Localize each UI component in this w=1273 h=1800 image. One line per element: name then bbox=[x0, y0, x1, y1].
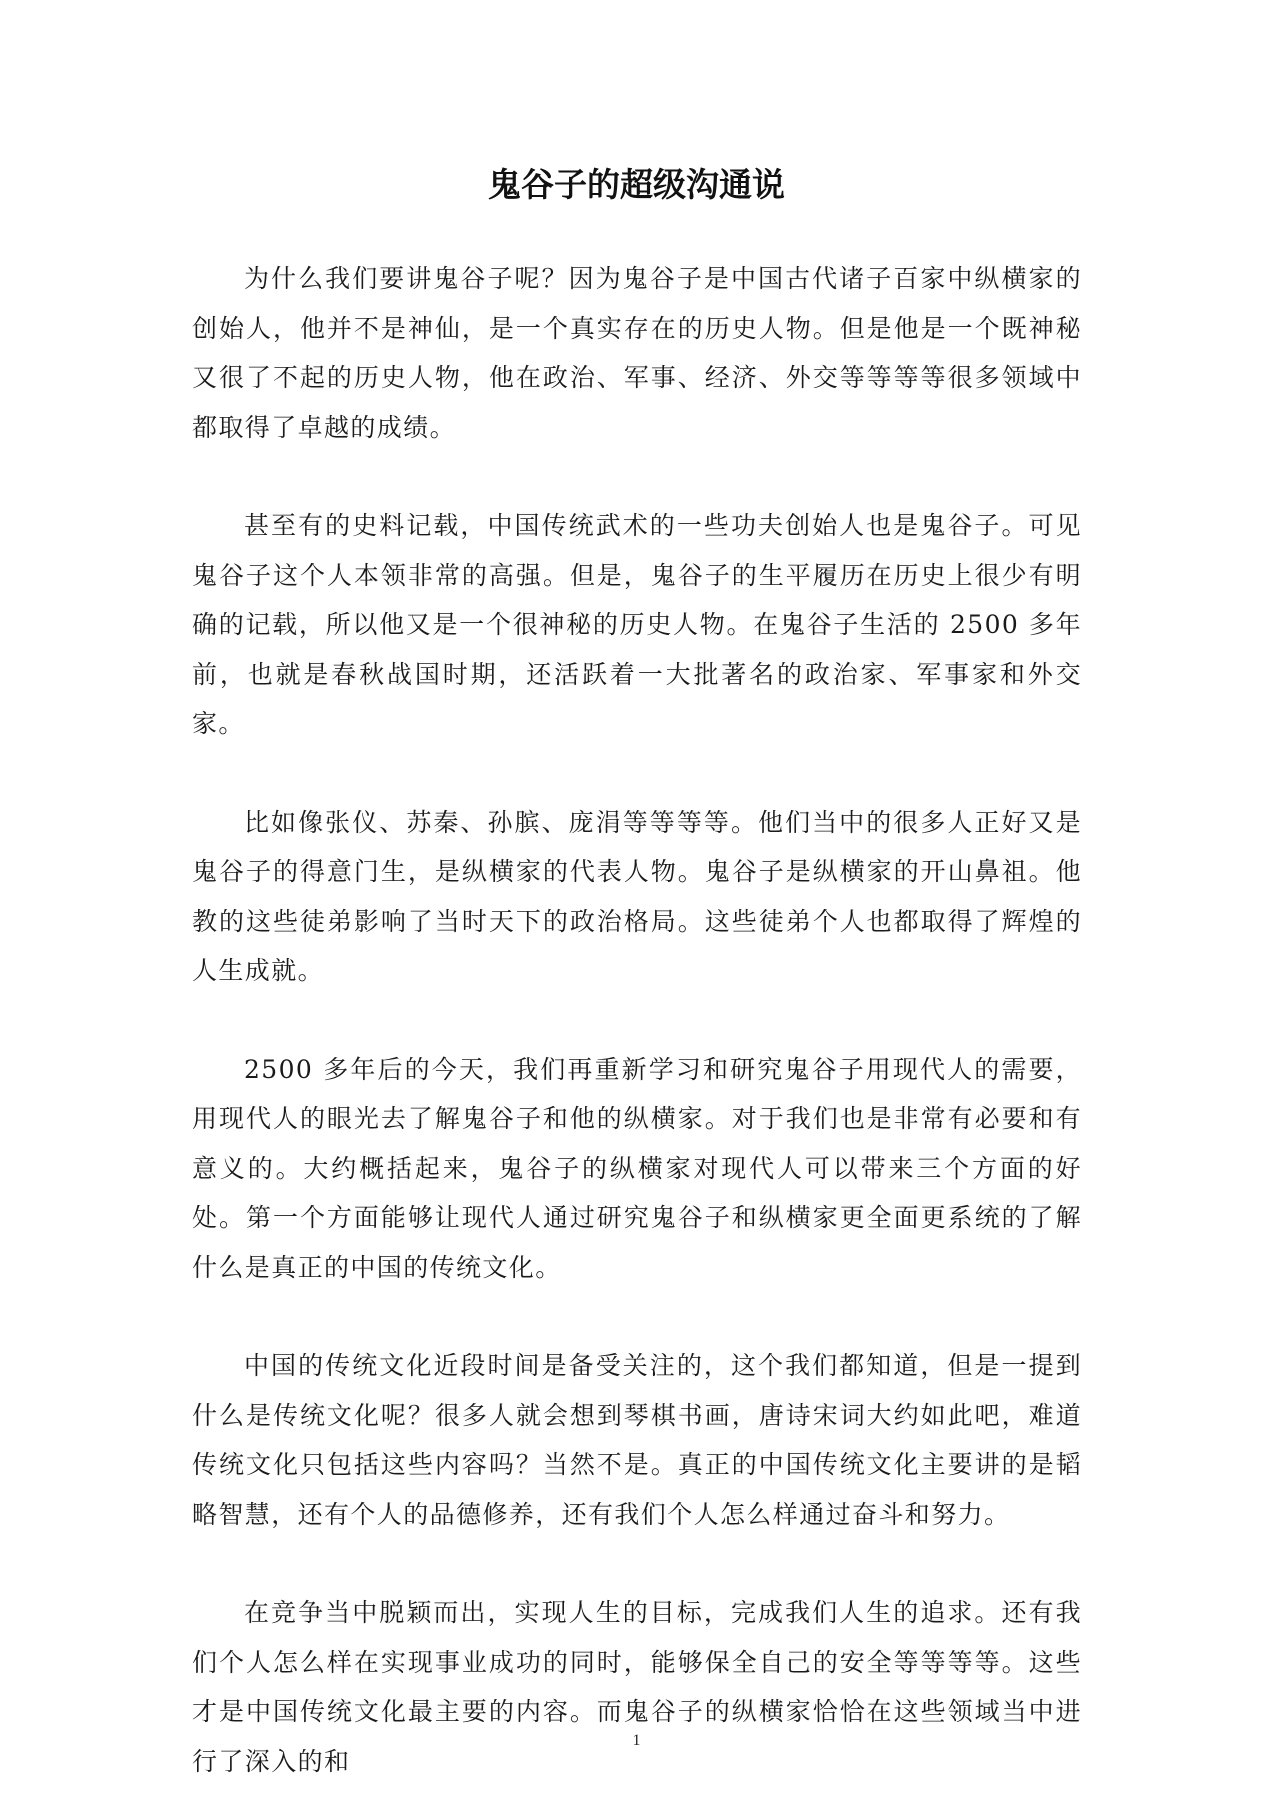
paragraph-1: 为什么我们要讲鬼谷子呢？因为鬼谷子是中国古代诸子百家中纵横家的创始人，他并不是神仙，是一个真实存在的历史人物。但是他是一个既神秘又很了不起的历史人物，他在政治、军事、经济、外交等等等等很多领域中都取得了卓越的成绩。 bbox=[192, 264, 1082, 442]
page-number: 1 bbox=[632, 1732, 641, 1749]
document-title: 鬼谷子的超级沟通说 bbox=[488, 165, 785, 204]
paragraph-6: 在竞争当中脱颖而出，实现人生的目标，完成我们人生的追求。还有我们个人怎么样在实现事业成功的同时，能够保全自己的安全等等等等。这些才是中国传统文化最主要的内容。而鬼谷子的纵横家恰恰在这些领域当中进行了深入的和 bbox=[192, 1598, 1082, 1776]
paragraph-2: 甚至有的史料记载，中国传统武术的一些功夫创始人也是鬼谷子。可见鬼谷子这个人本领非常的高强。但是，鬼谷子的生平履历在历史上很少有明确的记载，所以他又是一个很神秘的历史人物。在鬼谷子生活的 2500 多年前，也就是春秋战国时期，还活跃着一大批著名的政治家、军事家和外交家。 bbox=[192, 511, 1082, 738]
document-body bbox=[192, 254, 1082, 1786]
paragraph-3: 比如像张仪、苏秦、孙膑、庞涓等等等等。他们当中的很多人正好又是鬼谷子的得意门生，是纵横家的代表人物。鬼谷子是纵横家的开山鼻祖。他教的这些徒弟影响了当时天下的政治格局。这些徒弟个人也都取得了辉煌的人生成就。 bbox=[192, 807, 1082, 985]
paragraph-5: 中国的传统文化近段时间是备受关注的，这个我们都知道，但是一提到什么是传统文化呢？很多人就会想到琴棋书画，唐诗宋词大约如此吧，难道传统文化只包括这些内容吗？当然不是。真正的中国传统文化主要讲的是韬略智慧，还有个人的品德修养，还有我们个人怎么样通过奋斗和努力。 bbox=[192, 1351, 1082, 1529]
paragraph-4: 2500 多年后的今天，我们再重新学习和研究鬼谷子用现代人的需要，用现代人的眼光去了解鬼谷子和他的纵横家。对于我们也是非常有必要和有意义的。大约概括起来，鬼谷子的纵横家对现代人可以带来三个方面的好处。第一个方面能够让现代人通过研究鬼谷子和纵横家更全面更系统的了解什么是真正的中国的传统文化。 bbox=[192, 1054, 1082, 1282]
